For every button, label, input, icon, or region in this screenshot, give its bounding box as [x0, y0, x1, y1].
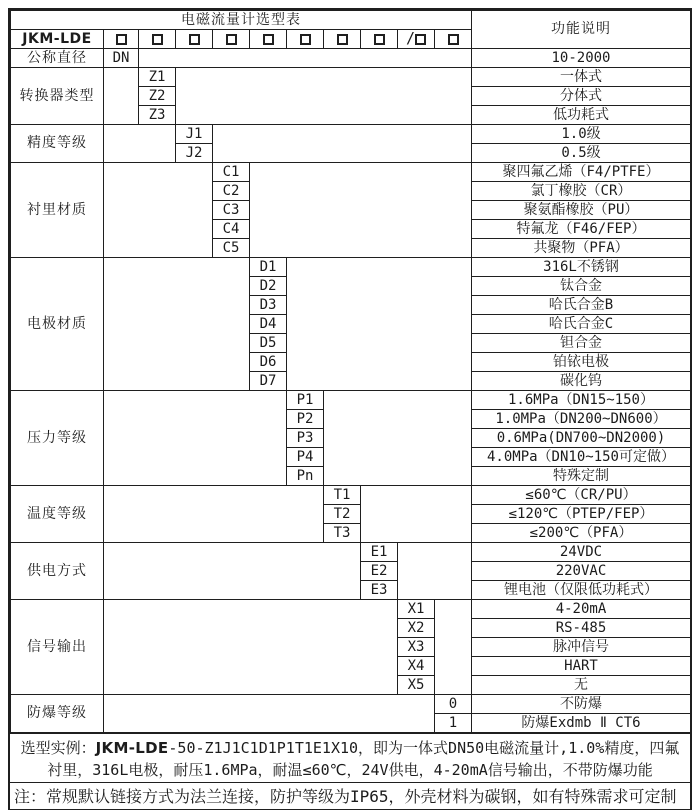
code-c3: C3 [213, 201, 250, 220]
function-description-header: 功能说明 [472, 11, 691, 49]
code-x2: X2 [398, 619, 435, 638]
category-nominal-diameter: 公称直径 [11, 49, 104, 68]
empty-cell [104, 600, 398, 695]
checkbox-icon[interactable] [300, 34, 311, 45]
option-desc: 220VAC [472, 562, 691, 581]
empty-cell [104, 125, 176, 163]
empty-cell [435, 600, 472, 695]
code-j2: J2 [176, 144, 213, 163]
option-desc: 钽合金 [472, 334, 691, 353]
empty-cell [398, 543, 472, 600]
table-row [11, 543, 691, 562]
table-row [11, 163, 691, 182]
table-row [11, 125, 691, 144]
code-x1: X1 [398, 600, 435, 619]
selection-example [10, 733, 690, 782]
code-pn: Pn [287, 467, 324, 486]
model-code-cell [250, 30, 287, 49]
code-t2: T2 [324, 505, 361, 524]
option-desc: 脉冲信号 [472, 638, 691, 657]
example-text: -50-Z1J1C1D1P1T1E1X10，即为一体式DN50电磁流量计,1.0%精度，四氟衬里，316L电极，耐压1.6MPa，耐温≤60℃，24V供电，4-20mA信号输出，不带防爆功能 [47, 739, 680, 779]
checkbox-icon[interactable] [152, 34, 163, 45]
category-accuracy-class: 精度等级 [11, 125, 104, 163]
option-desc: 0.6MPa(DN700~DN2000) [472, 429, 691, 448]
category-pressure-class: 压力等级 [11, 391, 104, 486]
option-desc: 特氟龙（F46/FEP） [472, 220, 691, 239]
model-code-cell [287, 30, 324, 49]
code-p3: P3 [287, 429, 324, 448]
option-desc: RS-485 [472, 619, 691, 638]
option-desc: 1.0级 [472, 125, 691, 144]
option-desc: 聚氨酯橡胶（PU） [472, 201, 691, 220]
empty-cell [104, 163, 213, 258]
category-explosion-proof-class: 防爆等级 [11, 695, 104, 733]
model-code-cell [213, 30, 250, 49]
code-d6: D6 [250, 353, 287, 372]
code-d1: D1 [250, 258, 287, 277]
checkbox-icon[interactable] [415, 34, 426, 45]
code-t3: T3 [324, 524, 361, 543]
category-converter-type: 转换器类型 [11, 68, 104, 125]
model-code-cell [324, 30, 361, 49]
example-model-brand: JKM-LDE [95, 739, 169, 757]
option-desc: 一体式 [472, 68, 691, 87]
table-row [11, 49, 691, 68]
code-c2: C2 [213, 182, 250, 201]
empty-cell [139, 49, 472, 68]
empty-cell [250, 163, 472, 258]
code-d5: D5 [250, 334, 287, 353]
code-z1: Z1 [139, 68, 176, 87]
empty-cell [104, 543, 361, 600]
empty-cell [104, 68, 139, 125]
code-e2: E2 [361, 562, 398, 581]
option-desc: 碳化钨 [472, 372, 691, 391]
empty-cell [287, 258, 472, 391]
option-desc: 1.0MPa（DN200~DN600） [472, 410, 691, 429]
checkbox-icon[interactable] [226, 34, 237, 45]
option-desc: 氯丁橡胶（CR） [472, 182, 691, 201]
option-desc: 低功耗式 [472, 106, 691, 125]
code-p1: P1 [287, 391, 324, 410]
option-desc: 4.0MPa（DN10~150可定做） [472, 448, 691, 467]
option-desc: 4-20mA [472, 600, 691, 619]
option-desc: 分体式 [472, 87, 691, 106]
empty-cell [324, 391, 472, 486]
empty-cell [176, 68, 472, 125]
slash-separator: / [405, 29, 416, 48]
code-p4: P4 [287, 448, 324, 467]
category-liner-material: 衬里材质 [11, 163, 104, 258]
option-desc: 1.6MPa（DN15~150） [472, 391, 691, 410]
model-code-cell [435, 30, 472, 49]
code-x4: X4 [398, 657, 435, 676]
option-desc: 0.5级 [472, 144, 691, 163]
option-desc: 铂铱电极 [472, 353, 691, 372]
option-desc: 316L不锈钢 [472, 258, 691, 277]
option-desc: ≤120℃（PTEP/FEP） [472, 505, 691, 524]
empty-cell [104, 258, 250, 391]
table-title: 电磁流量计选型表 [11, 11, 472, 30]
code-e1: E1 [361, 543, 398, 562]
code-d4: D4 [250, 315, 287, 334]
model-prefix: JKM-LDE [11, 30, 104, 49]
option-desc: HART [472, 657, 691, 676]
code-z2: Z2 [139, 87, 176, 106]
code-c1: C1 [213, 163, 250, 182]
table-row [11, 391, 691, 410]
selection-sheet [8, 8, 692, 810]
table-row [11, 11, 691, 30]
option-desc: 10-2000 [472, 49, 691, 68]
option-desc: ≤60℃（CR/PU） [472, 486, 691, 505]
category-electrode-material: 电极材质 [11, 258, 104, 391]
code-c4: C4 [213, 220, 250, 239]
option-desc: 24VDC [472, 543, 691, 562]
code-x3: X3 [398, 638, 435, 657]
empty-cell [104, 391, 287, 486]
model-code-cell [139, 30, 176, 49]
note-text: 注：常规默认链接方式为法兰连接，防护等级为IP65，外壳材料为碳钢，如有特殊需求可定制 [10, 782, 690, 809]
code-d7: D7 [250, 372, 287, 391]
category-signal-output: 信号输出 [11, 600, 104, 695]
code-exproof-0: 0 [435, 695, 472, 714]
checkbox-icon[interactable] [337, 34, 348, 45]
code-z3: Z3 [139, 106, 176, 125]
code-j1: J1 [176, 125, 213, 144]
checkbox-icon[interactable] [263, 34, 274, 45]
code-exproof-1: 1 [435, 714, 472, 733]
option-desc: 无 [472, 676, 691, 695]
example-label: 选型实例： [20, 739, 96, 757]
model-code-cell-slash [398, 30, 435, 49]
model-code-cell [104, 30, 139, 49]
code-dn: DN [104, 49, 139, 68]
code-x5: X5 [398, 676, 435, 695]
option-desc: 不防爆 [472, 695, 691, 714]
code-e3: E3 [361, 581, 398, 600]
option-desc: 哈氏合金C [472, 315, 691, 334]
table-row [11, 600, 691, 619]
code-c5: C5 [213, 239, 250, 258]
option-desc: 特殊定制 [472, 467, 691, 486]
table-row [11, 695, 691, 714]
code-d2: D2 [250, 277, 287, 296]
checkbox-icon[interactable] [374, 34, 385, 45]
option-desc: 防爆Exdmb Ⅱ CT6 [472, 714, 691, 733]
table-row [11, 258, 691, 277]
code-p2: P2 [287, 410, 324, 429]
code-d3: D3 [250, 296, 287, 315]
checkbox-icon[interactable] [189, 34, 200, 45]
selection-table [10, 10, 691, 733]
table-row [11, 68, 691, 87]
empty-cell [104, 486, 324, 543]
option-desc: ≤200℃（PFA） [472, 524, 691, 543]
option-desc: 共聚物（PFA） [472, 239, 691, 258]
checkbox-icon[interactable] [116, 34, 127, 45]
option-desc: 锂电池（仅限低功耗式） [472, 581, 691, 600]
empty-cell [213, 125, 472, 163]
model-code-cell [361, 30, 398, 49]
table-row [11, 486, 691, 505]
empty-cell [104, 695, 435, 733]
option-desc: 钛合金 [472, 277, 691, 296]
empty-cell [361, 486, 472, 543]
checkbox-icon[interactable] [448, 34, 459, 45]
category-temperature-class: 温度等级 [11, 486, 104, 543]
option-desc: 哈氏合金B [472, 296, 691, 315]
option-desc: 聚四氟乙烯（F4/PTFE） [472, 163, 691, 182]
model-code-cell [176, 30, 213, 49]
code-t1: T1 [324, 486, 361, 505]
category-power-supply: 供电方式 [11, 543, 104, 600]
